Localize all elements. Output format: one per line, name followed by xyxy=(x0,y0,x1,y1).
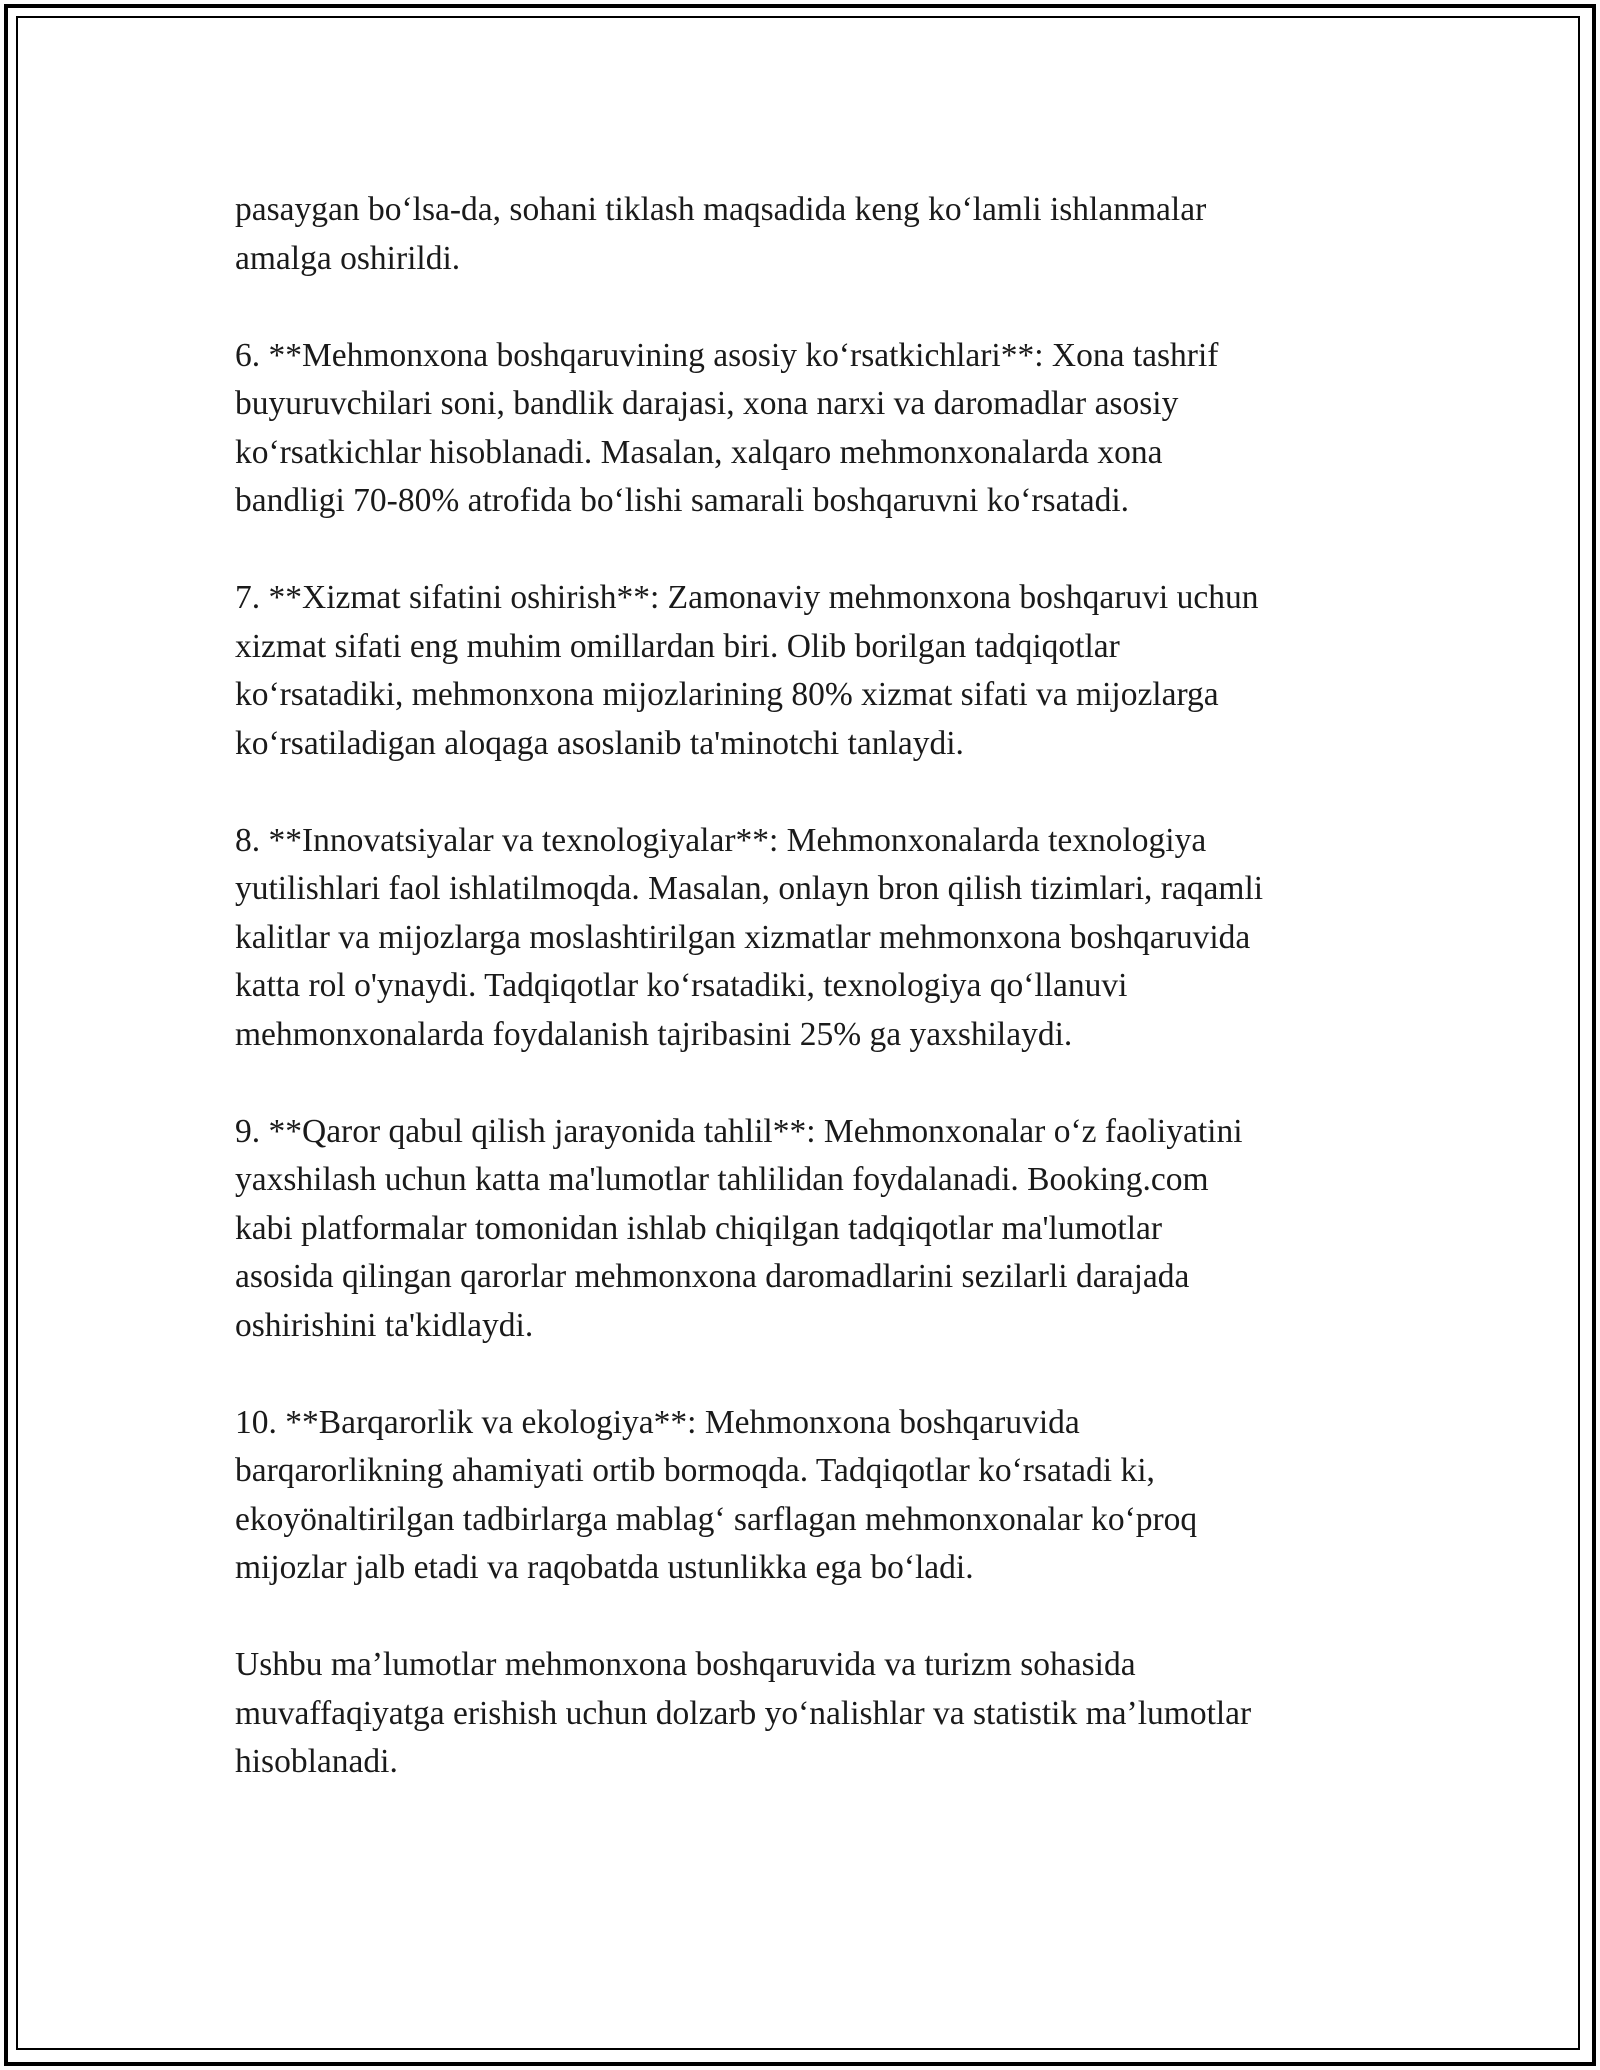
paragraph-conclusion: Ushbu ma’lumotlar mehmonxona boshqaruvida va turizm sohasida muvaffaqiyatga erishish uchun dolzarb yo‘nalishlar va statistik ma’lumotlar hisoblanadi. xyxy=(235,1646,1252,1780)
paragraph-item-8: 8. **Innovatsiyalar va texnologiyalar**: Mehmonxonalarda texnologiya yutilishlari faol ishlatilmoqda. Masalan, onlayn bron qilish tizimlari, raqamli kalitlar va mijozlarga moslashtirilgan xizmatlar mehmonxona boshqaruvida katta rol o'ynaydi. Tadqiqotlar ko‘rsatadiki, texnologiya qo‘llanuvi mehmonxonalarda foydalanish tajribasini 25% ga yaxshilaydi. xyxy=(235,821,1264,1053)
paragraph-item-6: 6. **Mehmonxona boshqaruvining asosiy ko‘rsatkichlari**: Xona tashrif buyuruvchilari soni, bandlik darajasi, xona narxi va daromadlar asosiy ko‘rsatkichlar hisoblanadi. Masalan, xalqaro mehmonxonalarda xona bandligi 70-80% atrofida bo‘lishi samarali boshqaruvni ko‘rsatadi. xyxy=(235,336,1219,519)
paragraph-item-10: 10. **Barqarorlik va ekologiya**: Mehmonxona boshqaruvida barqarorlikning ahamiyati ortib bormoqda. Tadqiqotlar ko‘rsatadi ki, ekoyönaltirilgan tadbirlarga mablag‘ sarflagan mehmonxonalar ko‘proq mijozlar jalb etadi va raqobatda ustunlikka ega bo‘ladi. xyxy=(235,1403,1198,1586)
document-body xyxy=(235,186,1385,1835)
paragraph-item-7: 7. **Xizmat sifatini oshirish**: Zamonaviy mehmonxona boshqaruvi uchun xizmat sifati eng muhim omillardan biri. Olib borilgan tadqiqotlar ko‘rsatadiki, mehmonxona mijozlarining 80% xizmat sifati va mijozlarga ko‘rsatiladigan aloqaga asoslanib ta'minotchi tanlaydi. xyxy=(235,579,1259,762)
paragraph-intro-continuation: pasaygan bo‘lsa-da, sohani tiklash maqsadida keng ko‘lamli ishlanmalar amalga oshirildi. xyxy=(235,191,1207,277)
paragraph-item-9: 9. **Qaror qabul qilish jarayonida tahlil**: Mehmonxonalar o‘z faoliyatini yaxshilash uchun katta ma'lumotlar tahlilidan foydalanadi. Booking.com kabi platformalar tomonidan ishlab chiqilgan tadqiqotlar ma'lumotlar asosida qilingan qarorlar mehmonxona daromadlarini sezilarli darajada oshirishini ta'kidlaydi. xyxy=(235,1112,1243,1344)
